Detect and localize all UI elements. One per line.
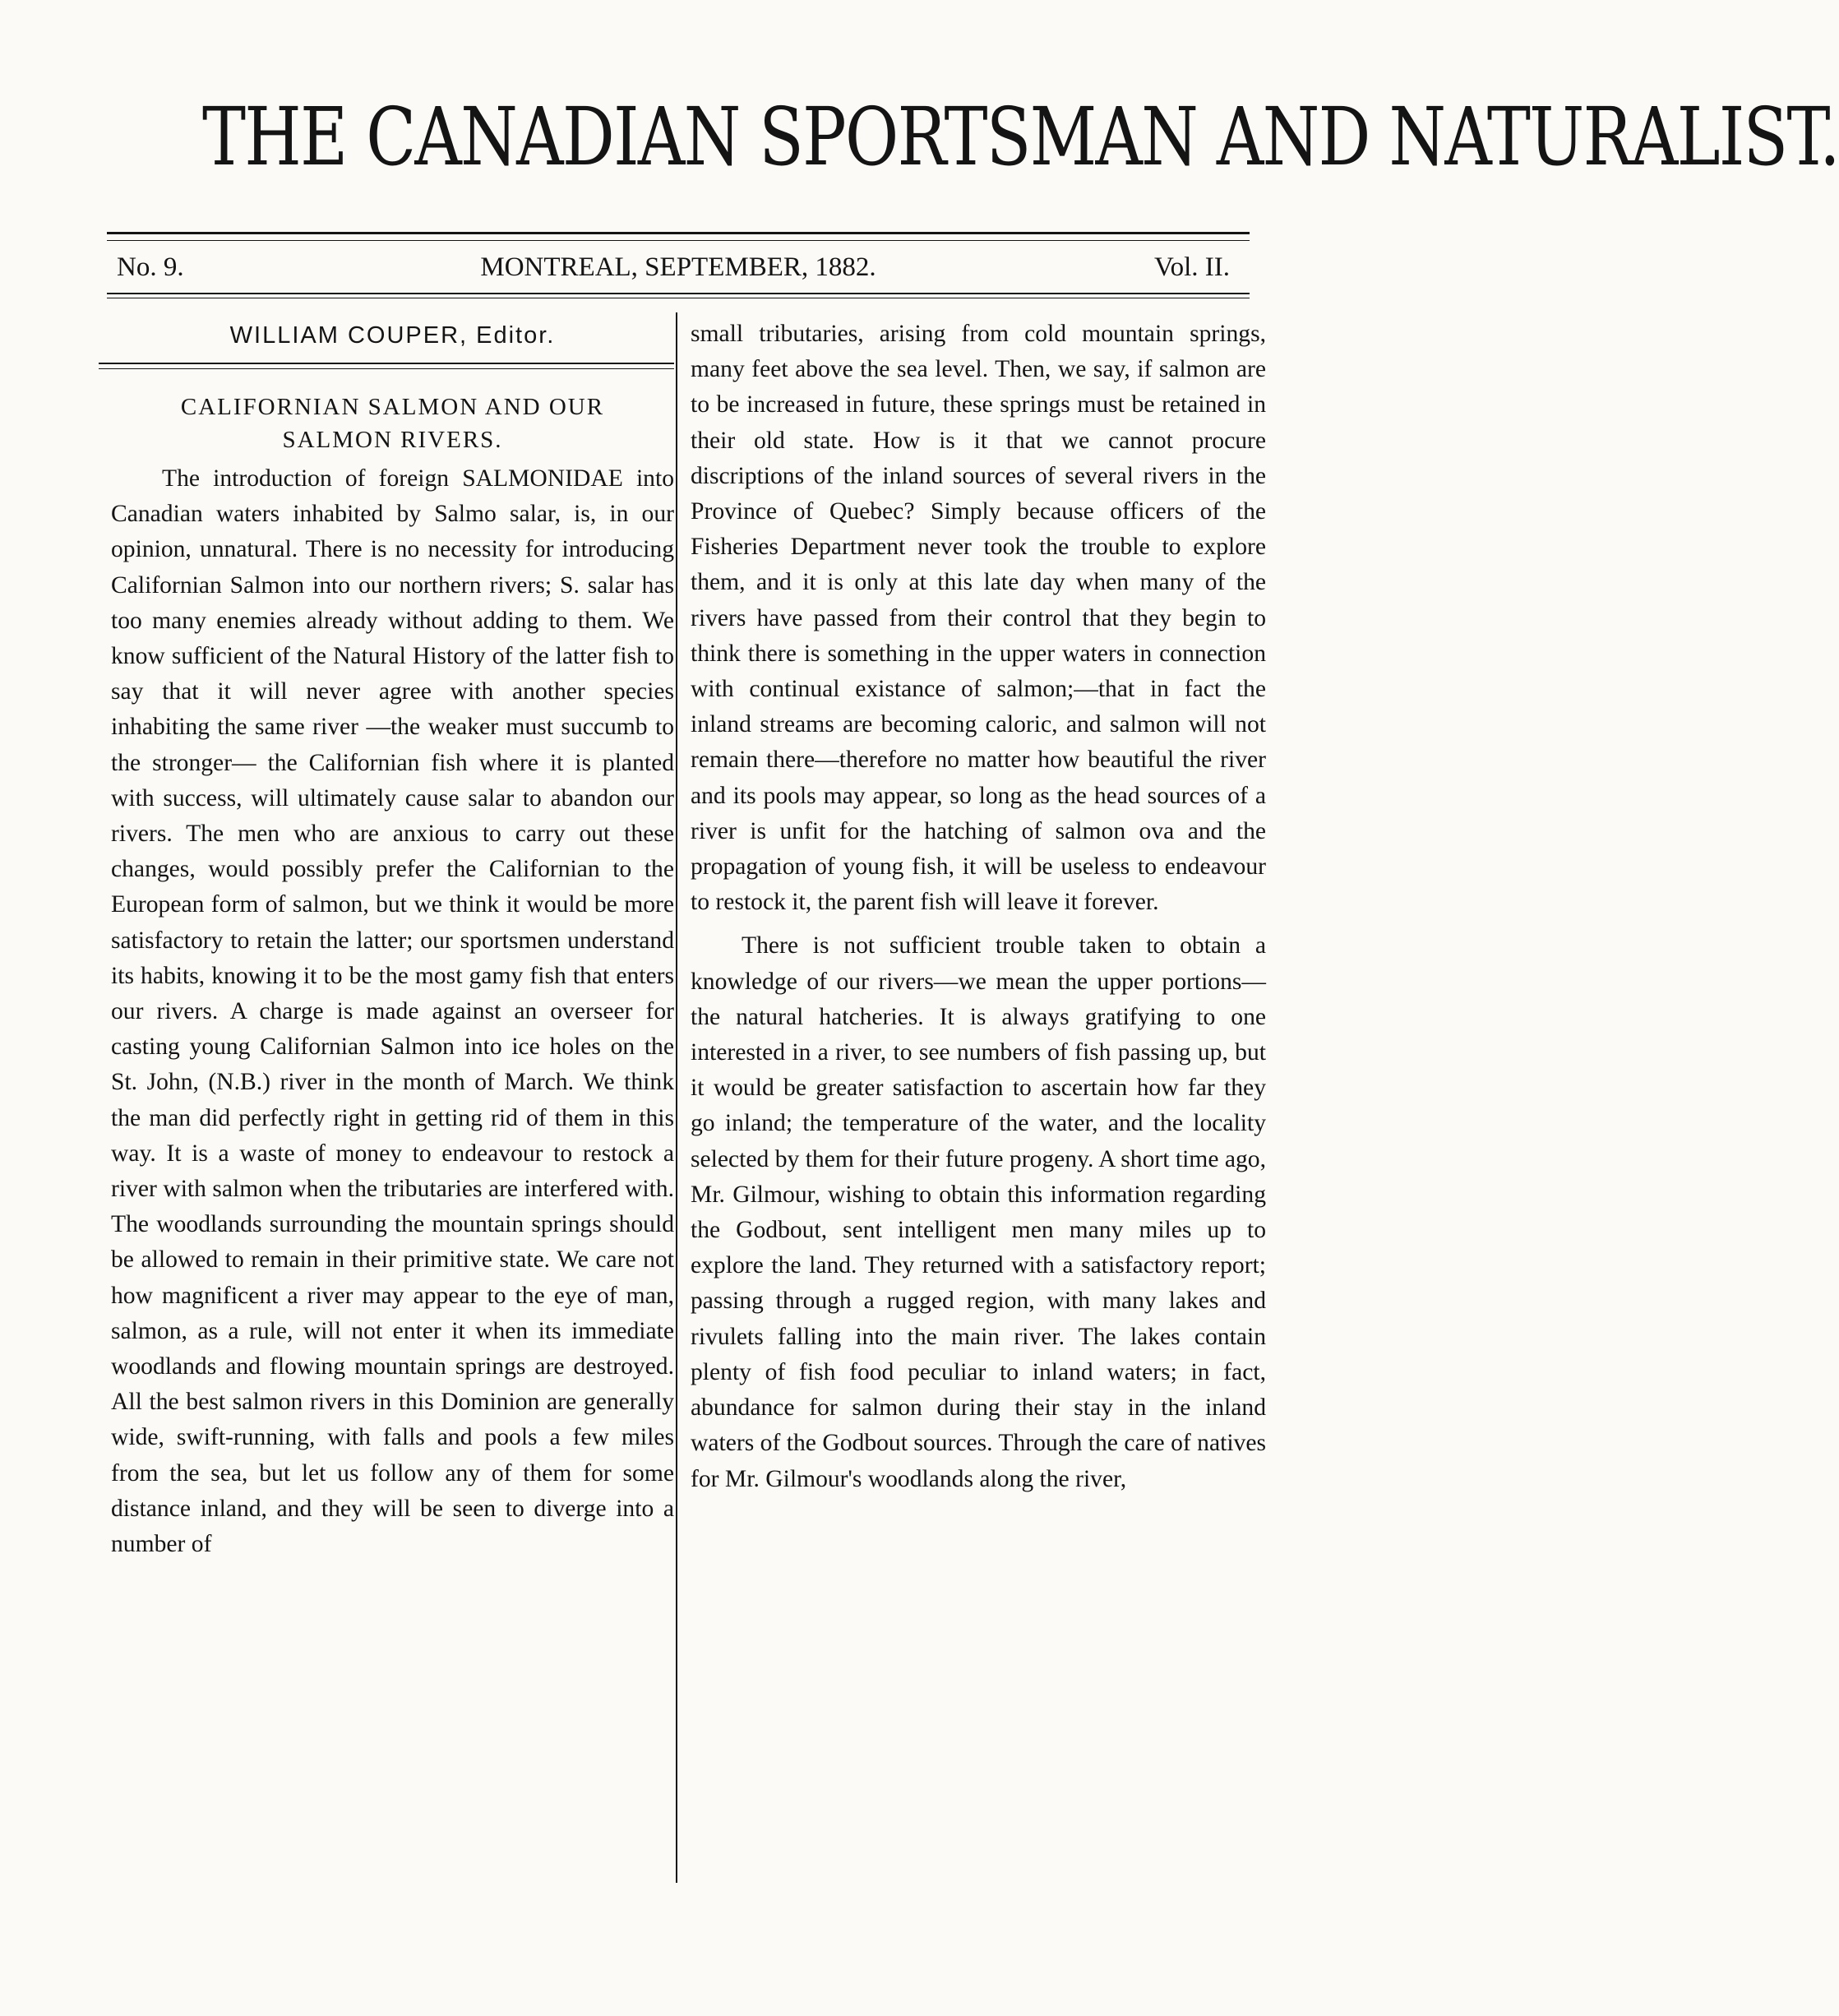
article-headline-line-1: CALIFORNIAN SALMON AND OUR bbox=[180, 394, 605, 420]
left-column bbox=[111, 317, 674, 1562]
article-headline-line-2: SALMON RIVERS. bbox=[282, 427, 503, 453]
right-paragraph-2: There is not sufficient trouble taken to obtain a knowledge of our rivers—we mean the upper portions—the natural hatcheries. It is always gratifying to one interested in a river, to see numbers of fish passing up, but it would be greater satisfaction to ascertain how far they go inland; the temperature of the water, and the locality selected by them for their future progeny. A short time ago, Mr. Gilmour, wishing to obtain this information regarding the Godbout, sent intelligent men many miles up to explore the land. They returned with a satisfactory report; passing through a rugged region, with many lakes and rivulets falling into the main river. The lakes contain plenty of fish food peculiar to inland waters; in fact, abundance for salmon during their stay in the inland waters of the Godbout sources. Through the care of natives for Mr. Gilmour's woodlands along the river, bbox=[691, 932, 1266, 1492]
info-rule-top bbox=[107, 293, 1250, 294]
left-paragraph: The introduction of foreign SALMONIDAE into Canadian waters inhabited by Salmo salar, is, in our opinion, unnatural. There is no necessity for introducing Californian Salmon into our northern rivers; S. salar has too many enemies already without adding to them. We know sufficient of the Natural History of the latter fish to say that it will never agree with another species inhabiting the same river —the weaker must succumb to the stronger— the Californian fish where it is planted with success, will ultimately cause salar to abandon our rivers. The men who are anxious to carry out these changes, would possibly prefer the Californian to the European form of salmon, but we think it would be more satisfactory to retain the latter; our sportsmen understand its habits, knowing it to be the most gamy fish that enters our rivers. A charge is made against an overseer for casting young Californian Salmon into ice holes on the St. John, (N.B.) river in the month of March. We think the man did perfectly right in getting rid of them in this way. It is a waste of money to endeavour to restock a river with salmon when the tributaries are interfered with. The woodlands surrounding the mountain springs should be allowed to remain in their primitive state. We care not how magnificent a river may appear to the eye of man, salmon, as a rule, will not enter it when its immediate woodlands and flowing mountain springs are destroyed. All the best salmon rivers in this Dominion are generally wide, swift-running, with falls and pools a few miles from the sea, but let us follow any of them for some distance inland, and they will be seen to diverge into a number of bbox=[111, 465, 674, 1558]
editor-line: WILLIAM COUPER, Editor. bbox=[229, 322, 556, 349]
issue-volume: Vol. II. bbox=[1154, 252, 1230, 282]
issue-number: No. 9. bbox=[117, 252, 184, 282]
editor-rule-1 bbox=[99, 363, 674, 364]
masthead-title: THE CANADIAN SPORTSMAN AND NATURALIST. bbox=[202, 90, 1839, 183]
issue-place-date: MONTREAL, SEPTEMBER, 1882. bbox=[480, 252, 876, 282]
editor-rule-2 bbox=[99, 368, 674, 369]
right-column bbox=[691, 317, 1266, 1497]
article-headline bbox=[111, 391, 674, 456]
issue-info-line bbox=[107, 251, 1250, 284]
right-paragraph-continued: small tributaries, arising from cold mountain springs, many feet above the sea level. Then, we say, if salmon are to be increased in future, these springs must be retained in their old state. How is it that we cannot procure discriptions of the inland sources of several rivers in the Province of Quebec? Simply because officers of the Fisheries Department never took the trouble to explore them, and it is only at this late day when many of the rivers have passed from their control that they begin to think there is something in the upper waters in connection with continual existance of salmon;—that in fact the inland streams are becoming caloric, and salmon will not remain there—therefore no matter how beautiful the river and its pools may appear, so long as the head sources of a river is unfit for the hatching of salmon ova and the propagation of young fish, it will be useless to endeavour to restock it, the parent fish will leave it forever. bbox=[691, 321, 1266, 916]
masthead-rule-thin bbox=[107, 240, 1250, 241]
column-divider bbox=[676, 312, 677, 1883]
masthead-rule-top bbox=[107, 232, 1250, 234]
